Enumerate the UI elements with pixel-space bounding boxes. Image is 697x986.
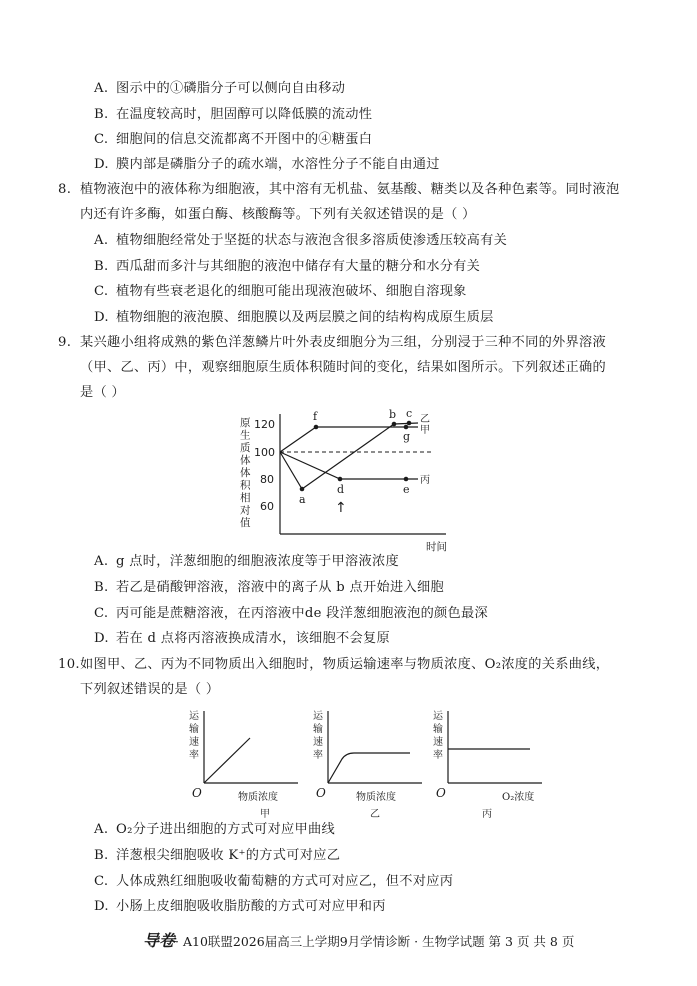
- q7-option-a: [94, 79, 345, 99]
- q9-stem-line2: （甲、乙、丙）中，观察细胞原生质体积随时间的变化，结果如图所示。下列叙述正确的: [80, 360, 607, 375]
- q9-option-a-label: A.: [94, 554, 109, 569]
- q9-point-e: [404, 477, 409, 482]
- q9-graph-ylabel-char: 生: [240, 429, 251, 442]
- q7-option-c-text: 细胞间的信息交流都离不开图中的④糖蛋白: [116, 132, 373, 147]
- q8-option-c-text: 植物有些衰老退化的细胞可能出现液泡破坏、细胞自溶现象: [116, 284, 467, 299]
- footer-text: · A10联盟2026届高三上学期9月学情诊断 · 生物学试题 第 3 页 共 8 页: [175, 934, 575, 949]
- q9-volume-graph: [226, 406, 476, 556]
- q10-yi-ylabel-1: 运: [313, 711, 323, 722]
- q10-jia-xlabel: 物质浓度: [238, 792, 278, 803]
- q10-option-b: [94, 846, 340, 866]
- q10-option-c: [94, 872, 453, 892]
- q10-yi-ylabel-4: 率: [313, 750, 323, 761]
- q10-jia-ylabel-4: 率: [189, 750, 199, 761]
- q10-option-b-label: B.: [94, 848, 109, 863]
- q8-option-b-label: B.: [94, 259, 109, 274]
- q9-stem-line1: [58, 333, 606, 353]
- page-footer: [143, 928, 574, 951]
- q9-graph-ytick-60: 60: [260, 500, 274, 513]
- q9-series-bing: 丙: [420, 475, 430, 486]
- q7-option-c-label: C.: [94, 132, 109, 147]
- q10-yi-ylabel-2: 输: [313, 724, 323, 735]
- q9-point-c: [407, 421, 412, 426]
- footer-logo: 导卷: [143, 931, 176, 950]
- q9-option-a-text: g 点时，洋葱细胞的细胞液浓度等于甲溶液浓度: [116, 554, 399, 569]
- q10-bing-name: 丙: [482, 809, 492, 820]
- q10-option-b-text: 洋葱根尖细胞吸收 K⁺的方式可对应乙: [116, 848, 341, 863]
- q10-jia-name: 甲: [260, 809, 270, 820]
- q9-option-c-label: C.: [94, 606, 109, 621]
- q8-option-c-label: C.: [94, 284, 109, 299]
- q9-option-d: [94, 629, 390, 649]
- q10-bing-origin: O: [436, 786, 446, 800]
- q9-graph-ytick-80: 80: [260, 473, 274, 486]
- q8-stem-line1: [58, 180, 620, 200]
- q7-option-a-label: A.: [94, 81, 109, 96]
- q9-point-d: [338, 477, 343, 482]
- q10-yi-ylabel-3: 速: [313, 737, 323, 748]
- q9-option-d-label: D.: [94, 631, 109, 646]
- q10-bing-ylabel-1: 运: [433, 711, 443, 722]
- q7-option-d-label: D.: [94, 157, 109, 172]
- q10-bing-ylabel-2: 输: [433, 724, 443, 735]
- q8-option-a: [94, 231, 507, 251]
- q10-bing-xlabel: O₂浓度: [502, 792, 535, 803]
- q9-graph-ylabel-char: 值: [240, 517, 251, 529]
- q10-option-d: [94, 897, 386, 917]
- q9-label-c: c: [406, 407, 413, 420]
- q8-option-d-text: 植物细胞的液泡膜、细胞膜以及两层膜之间的结构构成原生质层: [116, 310, 494, 325]
- q10-jia-ylabel-1: 运: [189, 711, 199, 722]
- q8-number: 8.: [58, 182, 72, 197]
- q9-arrow: ↑: [335, 500, 347, 516]
- q8-option-b: [94, 257, 480, 277]
- q10-yi-curve: [328, 753, 410, 783]
- q10-option-d-label: D.: [94, 899, 109, 914]
- q10-option-c-text: 人体成熟红细胞吸收葡萄糖的方式可对应乙，但不对应丙: [116, 874, 454, 889]
- q9-label-e: e: [403, 483, 410, 496]
- q9-graph-xlabel: 时间: [426, 541, 447, 553]
- q9-point-b: [392, 422, 397, 427]
- q9-number: 9.: [58, 335, 72, 350]
- q9-stem-line3: 是（ ）: [80, 385, 125, 400]
- q10-graph-jia: [186, 705, 306, 820]
- q10-option-a-label: A.: [94, 822, 109, 837]
- q10-option-d-text: 小肠上皮细胞吸收脂肪酸的方式可对应甲和丙: [116, 899, 386, 914]
- q10-graph-yi: [310, 705, 430, 820]
- q9-graph-ytick-120: 120: [254, 418, 275, 431]
- q9-graph-ylabel-char: 积: [240, 479, 251, 492]
- q9-graph-ylabel-group: [240, 417, 251, 529]
- q9-graph-ylabel-char: 相: [240, 492, 251, 504]
- q7-option-d-text: 膜内部是磷脂分子的疏水端，水溶性分子不能自由通过: [116, 157, 440, 172]
- q9-option-d-text: 若在 d 点将丙溶液换成清水，该细胞不会复原: [116, 631, 390, 646]
- q10-option-a: [94, 820, 335, 840]
- q10-bing-ylabel-4: 率: [433, 750, 443, 761]
- q7-option-b-text: 在温度较高时，胆固醇可以降低膜的流动性: [116, 107, 373, 122]
- q8-option-d: [94, 308, 494, 328]
- q9-point-g: [404, 425, 409, 430]
- q10-stem-text1: 如图甲、乙、丙为不同物质出入细胞时，物质运输速率与物质浓度、O₂浓度的关系曲线，: [80, 657, 610, 672]
- q10-yi-xlabel: 物质浓度: [356, 792, 396, 803]
- q9-point-f: [314, 425, 319, 430]
- q10-stem-line1: [58, 655, 609, 675]
- q9-stem-text1: 某兴趣小组将成熟的紫色洋葱鳞片叶外表皮细胞分为三组，分别浸于三种不同的外界溶液: [80, 335, 607, 350]
- q10-option-c-label: C.: [94, 874, 109, 889]
- q9-option-a: [94, 552, 399, 572]
- q8-option-a-text: 植物细胞经常处于坚挺的状态与液泡含很多溶质使渗透压较高有关: [116, 233, 508, 248]
- q10-stem-line2: 下列叙述错误的是（ ）: [80, 682, 220, 697]
- q9-option-b-text: 若乙是硝酸钾溶液，溶液中的离子从 b 点开始进入细胞: [116, 580, 444, 595]
- q8-option-d-label: D.: [94, 310, 109, 325]
- q9-label-g: g: [403, 430, 411, 443]
- q9-graph-ylabel-char: 对: [240, 504, 251, 517]
- q10-yi-origin: O: [316, 786, 326, 800]
- q9-option-b-label: B.: [94, 580, 109, 595]
- q9-graph-ytick-100: 100: [254, 446, 275, 459]
- q9-graph-ylabel-char: 原: [240, 417, 251, 429]
- q10-jia-ylabel-3: 速: [189, 737, 199, 748]
- q9-option-c: [94, 604, 488, 624]
- q7-option-b-label: B.: [94, 107, 109, 122]
- q9-curve-jia: [280, 427, 418, 452]
- q7-option-b: [94, 105, 372, 125]
- q8-stem-text1: 植物液泡中的液体称为细胞液，其中溶有无机盐、氨基酸、糖类以及各种色素等。同时液泡: [80, 182, 620, 197]
- q10-jia-curve: [204, 738, 250, 783]
- q7-option-c: [94, 130, 372, 150]
- q9-graph-ylabel-char: 体: [240, 454, 251, 467]
- q8-option-c: [94, 282, 467, 302]
- q9-label-a: a: [299, 493, 306, 506]
- q10-jia-origin: O: [192, 786, 202, 800]
- q9-option-b: [94, 578, 444, 598]
- q10-bing-ylabel-3: 速: [433, 737, 443, 748]
- q9-series-jia: 甲: [420, 425, 430, 436]
- q9-label-b: b: [389, 408, 397, 421]
- q8-option-a-label: A.: [94, 233, 109, 248]
- q10-number: 10.: [58, 657, 80, 672]
- q10-option-a-text: O₂分子进出细胞的方式可对应甲曲线: [116, 822, 336, 837]
- q9-graph-ylabel-char: 质: [240, 442, 251, 454]
- q9-label-f: f: [313, 410, 318, 423]
- q7-option-d: [94, 155, 440, 175]
- q9-point-a: [300, 487, 305, 492]
- q10-graph-bing: [430, 705, 550, 820]
- q9-option-c-text: 丙可能是蔗糖溶液，在丙溶液中de 段洋葱细胞液泡的颜色最深: [116, 606, 489, 621]
- q9-series-yi: 乙: [420, 414, 430, 425]
- q9-graph-ylabel-char: 体: [240, 467, 251, 479]
- q10-jia-ylabel-2: 输: [189, 724, 199, 735]
- q10-yi-name: 乙: [370, 809, 380, 820]
- q9-label-d: d: [337, 483, 345, 496]
- q7-option-a-text: 图示中的①磷脂分子可以侧向自由移动: [116, 81, 346, 96]
- q8-option-b-text: 西瓜甜而多汁与其细胞的液泡中储存有大量的糖分和水分有关: [116, 259, 481, 274]
- q8-stem-line2: 内还有许多酶，如蛋白酶、核酸酶等。下列有关叙述错误的是（ ）: [80, 207, 476, 222]
